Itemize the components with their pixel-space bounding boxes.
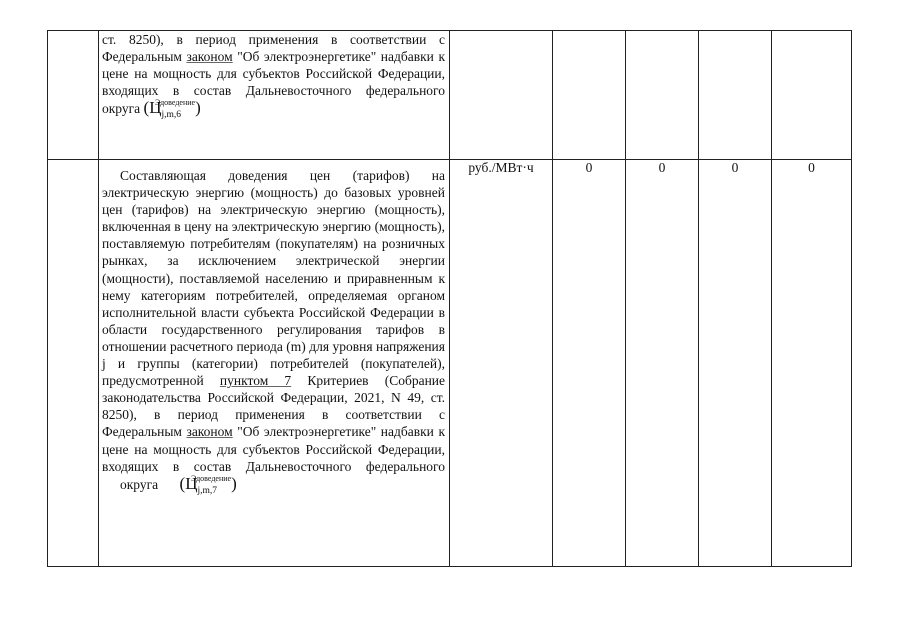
unit-cell: руб./МВт·ч bbox=[450, 160, 553, 567]
formula: $(Ц_{j,m,7}^{Эдоведение})$ bbox=[179, 473, 237, 496]
criteria-point-link[interactable]: пунктом 7 bbox=[219, 373, 292, 389]
value-cell: 0 bbox=[626, 160, 699, 567]
description-cell bbox=[99, 31, 450, 160]
description-text: Составляющая доведения цен (тарифов) на электрическую энергию (мощность) до базовых уровней цен (тарифов) на электрическую энергию (мощность), включенная в цену на электрическую энергию (мощность), поставляемую потребителям (покупателям) на розничных рынках, за исключением электрической энергии (мощности), поставляемой населению и приравненным к нему категориям потребителей, определяемая органом исполнительной власти субъекта Российской Федерации в области государственного регулирования тарифов в отношении расчетного периода (m) для уровня напряжения j и группы (категории) потребителей (покупателей), предусмотренной пунктом 7 Критериев (Собрание законодательства Российской Федерации, 2021, N 49, ст. 8250), в период применения в соответствии с Федеральным законом "Об электроэнергетике" надбавки к цене на мощность для субъектов Российской Федерации, входящих в состав Дальневосточного федерального округа $(Ц_{j,m,7}^{Эдоведение})$ bbox=[102, 168, 446, 496]
row-number-cell bbox=[48, 31, 99, 160]
value-cell bbox=[699, 31, 772, 160]
table-row bbox=[48, 160, 852, 567]
table-row bbox=[48, 31, 852, 160]
value-cell bbox=[553, 31, 626, 160]
value-cell bbox=[626, 31, 699, 160]
formula: $(Ц_{j,m,6}^{Эдоведение})$ bbox=[143, 98, 201, 121]
value-cell: 0 bbox=[772, 160, 852, 567]
description-cell bbox=[99, 160, 450, 567]
value-cell: 0 bbox=[699, 160, 772, 567]
law-link[interactable]: законом bbox=[186, 424, 233, 440]
description-text: ст. 8250), в период применения в соответствии с Федеральным законом "Об электроэнергетике" надбавки к цене на мощность для субъектов Российской Федерации, входящих в состав Дальневосточного федерального округа $(Ц_{j,m,6}^{Эдоведение})$ bbox=[102, 32, 446, 121]
value-cell: 0 bbox=[553, 160, 626, 567]
value-cell bbox=[772, 31, 852, 160]
tariff-table bbox=[47, 30, 852, 567]
row-number-cell bbox=[48, 160, 99, 567]
unit-cell bbox=[450, 31, 553, 160]
law-link[interactable]: законом bbox=[186, 49, 233, 65]
